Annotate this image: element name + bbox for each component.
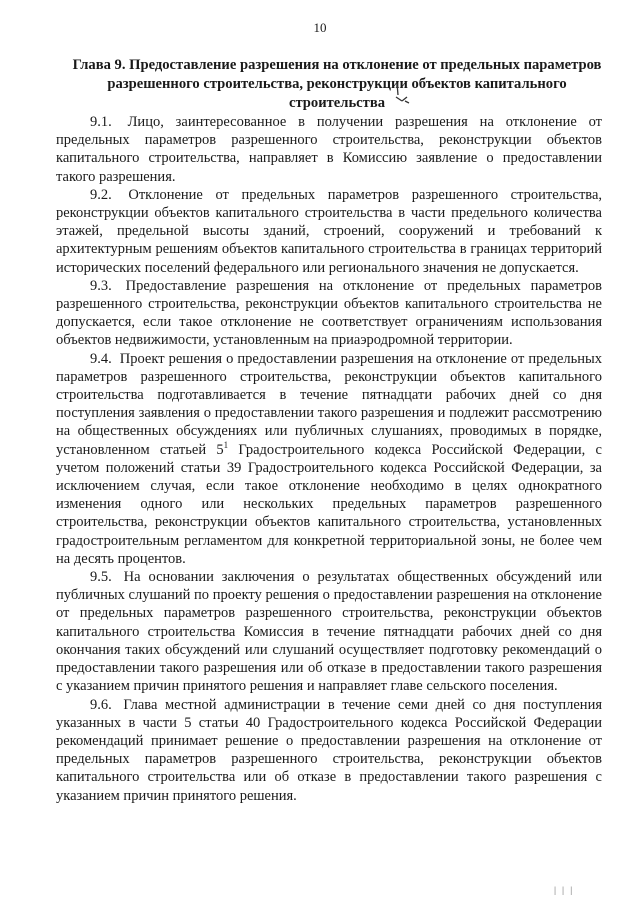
paragraph-text: Проект решения о предоставлении разрешения на отклонение от предельных параметров разрешенного строительства, реконструкции объектов капитального строительства подготавливается в течение пятнадцати рабочих дней со дня поступления заявления о предоставлении такого разрешения и подлежит рассмотрению на общественных обсуждениях или публичных слушаниях, проводимых в порядке, установленном статьей 5 bbox=[56, 350, 602, 458]
paragraph-text: Глава местной администрации в течение семи дней со дня поступления указанных в части 5 статьи 40 Градостроительного кодекса Российской Федерации рекомендаций принимает решение о предоставлении разрешения на отклонение от предельных параметров разрешенного строительства, реконструкции объектов капитального строительства или об отказе в предоставлении такого разрешения с указанием причин принятого решения. bbox=[56, 696, 602, 804]
paragraph-9-2 bbox=[56, 186, 602, 277]
paragraph-number: 9.4. bbox=[90, 350, 112, 367]
paragraph-number: 9.3. bbox=[90, 277, 112, 294]
paragraph-9-3 bbox=[56, 277, 602, 350]
paragraph-number: 9.1. bbox=[90, 114, 112, 130]
chapter-title: Глава 9. Предоставление разрешения на отклонение от предельных параметров разрешенного строительства, реконструкции объектов капитального строительства bbox=[72, 57, 602, 111]
paragraph-number: 9.5. bbox=[90, 569, 112, 586]
paragraph-9-6 bbox=[56, 696, 602, 805]
paragraph-text: Предоставление разрешения на отклонение от предельных параметров разрешенного строительства, реконструкции объектов капитального строительства не допускается, если такое отклонение не соответствует ограничениям использования объектов недвижимости, установленным на приаэродромной территории. bbox=[56, 277, 603, 349]
superscript: 1 bbox=[223, 439, 229, 450]
paragraph-text: На основании заключения о результатах общественных обсуждений или публичных слушаний по проекту решения о предоставлении разрешения на отклонение от предельных параметров разрешенного строительства, реконструкции объектов капитального строительства Комиссия в течение пятнадцати рабочих дней со дня окончания таких обсуждений или слушаний осуществляет подготовку рекомендаций о предоставлении такого разрешения или об отказе в предоставлении такого разрешения с указанием причин принятого решения и направляет главе сельского поселения. bbox=[56, 569, 602, 695]
paragraph-number: 9.6. bbox=[90, 696, 112, 713]
paragraph-9-1 bbox=[56, 113, 602, 186]
paragraph-text: Отклонение от предельных параметров разрешенного строительства, реконструкции объектов капитального строительства в части предельного количества этажей, предельной высоты зданий, строений, сооружений и требований к архитектурным решениям объектов капитального строительства в границах территорий исторических поселений федерального или регионального значения не допускается. bbox=[56, 186, 603, 276]
scan-artifact: | | | bbox=[554, 885, 574, 895]
page-number: 10 bbox=[313, 20, 327, 35]
paragraph-text: Лицо, заинтересованное в получении разрешения на отклонение от предельных параметров разрешенного строительства, реконструкции объектов капитального строительства, направляет в Комиссию заявление о предоставлении такого разрешения. bbox=[56, 114, 603, 185]
paragraph-number: 9.2. bbox=[90, 186, 112, 203]
paragraph-9-5 bbox=[56, 568, 602, 695]
paragraph-9-4 bbox=[56, 350, 602, 568]
document-body bbox=[56, 113, 602, 805]
handwritten-mark bbox=[393, 81, 413, 105]
paragraph-text-continued: Градостроительного кодекса Российской Федерации, с учетом положений статьи 39 Градостроительного кодекса Российской Федерации, за исключением случая, если такое отклонение необходимо в целях однократного изменения одного или нескольких предельных параметров разрешенного строительства, реконструкции объектов капитального строительства, установленных градостроительным регламентом для конкретной территориальной зоны, не более чем на десять процентов. bbox=[56, 441, 602, 567]
